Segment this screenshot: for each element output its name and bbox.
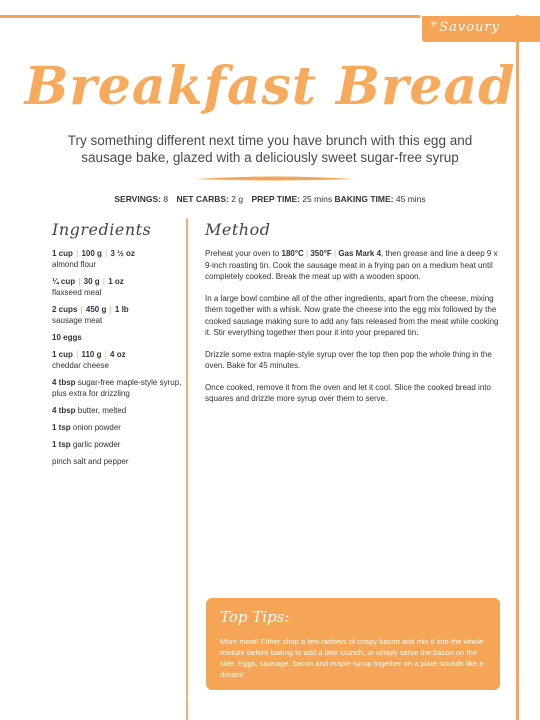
- amount-separator: |: [104, 350, 107, 359]
- ingredient-measure: 1 cup: [52, 249, 73, 258]
- ingredient-measure: 4 tbsp: [52, 378, 76, 387]
- ingredients-heading: Ingredients: [52, 220, 152, 239]
- ingredient-measure: 4 oz: [110, 350, 126, 359]
- ingredient-name: onion powder: [70, 423, 121, 432]
- ingredient-list: [52, 248, 182, 473]
- amount-separator: |: [105, 249, 108, 258]
- prep-time-value: 25 mins: [302, 194, 333, 204]
- ingredient-item: [52, 377, 182, 399]
- amount-separator: |: [78, 277, 81, 286]
- ingredient-amount: [52, 276, 182, 287]
- ingredient-measure: 1 lb: [114, 305, 129, 314]
- ingredient-item: [52, 405, 182, 416]
- page-title: Breakfast Bread: [24, 56, 516, 117]
- column-divider-tail: [186, 698, 188, 720]
- top-tips-box: [206, 598, 500, 690]
- ingredient-name: cheddar cheese: [52, 361, 109, 370]
- ingredient-item: [52, 439, 182, 450]
- top-tips-heading: Top Tips:: [220, 608, 290, 626]
- ingredient-amount: [52, 332, 182, 343]
- ingredient-name: flaxseed meal: [52, 288, 102, 297]
- net-carbs-value: 2 g: [231, 194, 244, 204]
- ingredient-amount: [52, 405, 182, 416]
- ingredient-item: [52, 276, 182, 298]
- temperature-fahrenheit: 350°F: [310, 249, 332, 258]
- amount-separator: |: [102, 277, 105, 286]
- ingredient-amount: [52, 248, 182, 259]
- method-heading: Method: [205, 220, 271, 239]
- amount-separator: |: [76, 249, 79, 258]
- ingredient-amount: [52, 304, 182, 315]
- method-step-2: In a large bowl combine all of the other ingredients, apart from the cheese, mixing them together with a whisk. Now grate the cheese into the egg mix followed by the cooked sausage making sure to add any fats released from the meat while cooking it. Stir everything together then pour it into your prepared tin.: [205, 293, 499, 337]
- method-step-1: Preheat your oven to 180°C | 350°F | Gas Mark 4, then grease and line a deep 9 x 9-inch roasting tin. Cook the sausage meat in a frying pan on a medium heat until completely cooked. Break the meat up with a wooden spoon.: [205, 249, 498, 281]
- ingredient-measure: 1 cup: [52, 350, 73, 359]
- ingredient-name: garlic powder: [70, 440, 121, 449]
- baking-time-label: BAKING TIME:: [334, 194, 394, 204]
- prep-time-label: PREP TIME:: [251, 194, 300, 204]
- ingredient-item: [52, 332, 182, 343]
- ingredient-measure: 1 tsp: [52, 440, 71, 449]
- recipe-subtitle: Try something different next time you have brunch with this egg and sausage bake, glazed with a deliciously sweet sugar-free syrup: [67, 133, 473, 165]
- ingredient-item: [52, 248, 182, 270]
- temperature-celsius: 180°C: [281, 249, 304, 258]
- amount-separator: |: [109, 305, 112, 314]
- ingredient-name: butter, melted: [75, 406, 127, 415]
- ingredient-measure: ¼ cup: [52, 277, 76, 286]
- baking-time-value: 45 mins: [395, 194, 426, 204]
- ingredient-item: [52, 422, 182, 433]
- top-tips-body: More meat! Either chop a few rashers of crispy bacon and mix it into the whole mixture before baking to add a little crunch, or simply serve the bacon on the side. Eggs, sausage, bacon and maple syrup together on a plate sounds like a dream!: [220, 637, 484, 679]
- method-steps: [205, 248, 505, 415]
- ornamental-divider: [192, 175, 356, 183]
- ingredient-measure: 110 g: [81, 350, 102, 359]
- asterisk-icon: ✳: [430, 19, 438, 29]
- ingredient-name: pinch salt and pepper: [52, 457, 129, 466]
- ingredient-name: almond flour: [52, 260, 97, 269]
- recipe-stats: [0, 194, 540, 204]
- ingredient-amount: [52, 349, 182, 360]
- gas-mark: Gas Mark 4: [338, 249, 382, 258]
- ingredient-item: [52, 304, 182, 326]
- ingredient-item: [52, 349, 182, 371]
- column-divider: [186, 218, 188, 698]
- ingredient-measure: 10 eggs: [52, 333, 82, 342]
- ingredient-measure: 450 g: [85, 305, 107, 314]
- net-carbs-label: NET CARBS:: [176, 194, 229, 204]
- ingredient-measure: 100 g: [81, 249, 102, 258]
- ingredient-measure: 4 tbsp: [52, 406, 76, 415]
- step-1-text-start: Preheat your oven to: [205, 249, 282, 258]
- ingredient-name: sugar-free maple-style syrup, plus extra for drizzling: [52, 378, 182, 398]
- ingredient-measure: 30 g: [83, 277, 100, 286]
- ingredient-amount: [52, 422, 182, 433]
- servings-value: 8: [163, 194, 169, 204]
- amount-separator: |: [76, 350, 79, 359]
- ingredient-measure: 1 tsp: [52, 423, 71, 432]
- method-step-4: Once cooked, remove it from the oven and let it cool. Slice the cooked bread into squares and drizzle more syrup over them to serve.: [205, 382, 491, 403]
- ingredient-item: [52, 456, 182, 467]
- section-label: Savoury: [439, 20, 500, 35]
- ingredient-measure: 2 cups: [52, 305, 78, 314]
- servings-label: SERVINGS:: [114, 194, 161, 204]
- amount-separator: |: [80, 305, 83, 314]
- right-border-line: [516, 15, 519, 720]
- ingredient-measure: 1 oz: [108, 277, 124, 286]
- section-tab: [422, 16, 540, 42]
- method-step-3: Drizzle some extra maple-style syrup over the top then pop the whole thing in the oven. Bake for 45 minutes.: [205, 349, 492, 370]
- top-border-line: [0, 15, 420, 18]
- ingredient-amount: [52, 439, 182, 450]
- ingredient-name: sausage meat: [52, 316, 103, 325]
- ingredient-amount: [52, 377, 182, 399]
- step-1-text-end: , then grease and line a deep 9 x 9-inch roasting tin. Cook the sausage meat in a frying pan on a medium heat until completely cooked. Break the meat up with a wooden spoon.: [205, 249, 498, 281]
- ingredient-measure: 3 ½ oz: [110, 249, 135, 258]
